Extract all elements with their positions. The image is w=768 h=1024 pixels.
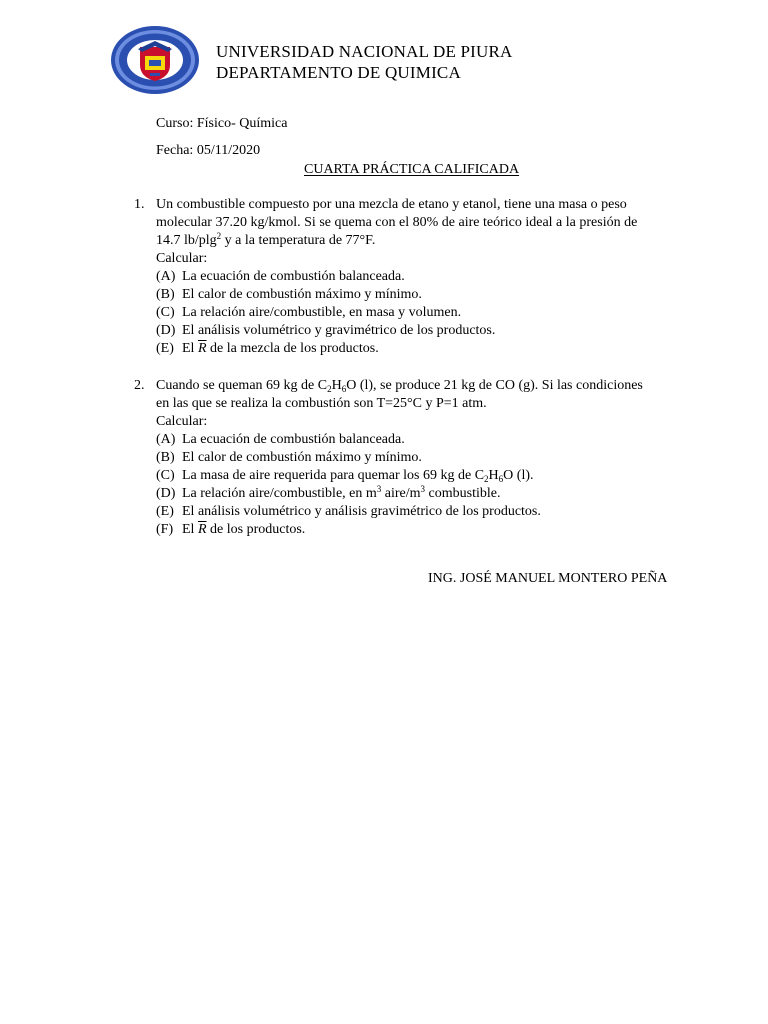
- question-2-calcular: Calcular:: [156, 414, 208, 429]
- university-name: UNIVERSIDAD NACIONAL DE PIURA: [216, 42, 513, 61]
- r-bar-symbol: $\overline{R}$: [197, 522, 207, 537]
- question-2-option-b: (B) El calor de combustión máximo y mínimo.: [156, 450, 422, 465]
- question-1-number: 1.: [134, 197, 145, 212]
- question-1-option-e: (E) El $\overline{R}$ de la mezcla de los productos.: [156, 341, 379, 356]
- question-1-calcular: Calcular:: [156, 251, 208, 266]
- question-1-option-b: (B) El calor de combustión máximo y mínimo.: [156, 287, 422, 302]
- question-2-option-d: (D) La relación aire/combustible, en $m^3$ aire/$m^3$ combustible.: [156, 484, 501, 501]
- question-2-option-e: (E) El análisis volumétrico y análisis gravimétrico de los productos.: [156, 504, 541, 519]
- question-1-line-2: molecular 37.20 kg/kmol. Si se quema con el 80% de aire teórico ideal a la presión de: [156, 215, 638, 230]
- question-2-line-2: en las que se realiza la combustión son T=25°C y P=1 atm.: [156, 396, 487, 411]
- question-1-option-c: (C) La relación aire/combustible, en masa y volumen.: [156, 305, 462, 320]
- question-2: [156, 377, 696, 539]
- question-2-option-f: (F) El $\overline{R}$ de los productos.: [156, 522, 306, 537]
- question-2-option-a: (A) La ecuación de combustión balanceada.: [156, 432, 405, 447]
- question-2-option-c: (C) La masa de aire requerida para quemar los 69 kg de $C_2H_6O$ (l).: [156, 468, 534, 484]
- question-1: [156, 196, 696, 358]
- question-2-line-1: Cuando se queman 69 kg de $C_2H_6O$ (l), se produce 21 kg de CO (g). Si las condiciones: [156, 378, 643, 394]
- signature: ING. JOSÉ MANUEL MONTERO PEÑA: [428, 571, 668, 586]
- r-bar-symbol: $\overline{R}$: [197, 341, 207, 356]
- date-line: Fecha: 05/11/2020: [156, 143, 261, 158]
- exam-title: CUARTA PRÁCTICA CALIFICADA: [304, 162, 520, 177]
- department-name: DEPARTAMENTO DE QUIMICA: [216, 63, 461, 82]
- course-line: Curso: Físico- Química: [156, 116, 288, 131]
- question-1-line-3: 14.7 lb/plg$^2$ y a la temperatura de 77°F.: [156, 231, 376, 248]
- question-1-option-a: (A) La ecuación de combustión balanceada.: [156, 269, 405, 284]
- question-1-option-d: (D) El análisis volumétrico y gravimétrico de los productos.: [156, 323, 496, 338]
- university-logo: [110, 25, 200, 95]
- question-1-line-1: Un combustible compuesto por una mezcla de etano y etanol, tiene una masa o peso: [156, 197, 627, 212]
- question-2-number: 2.: [134, 378, 145, 393]
